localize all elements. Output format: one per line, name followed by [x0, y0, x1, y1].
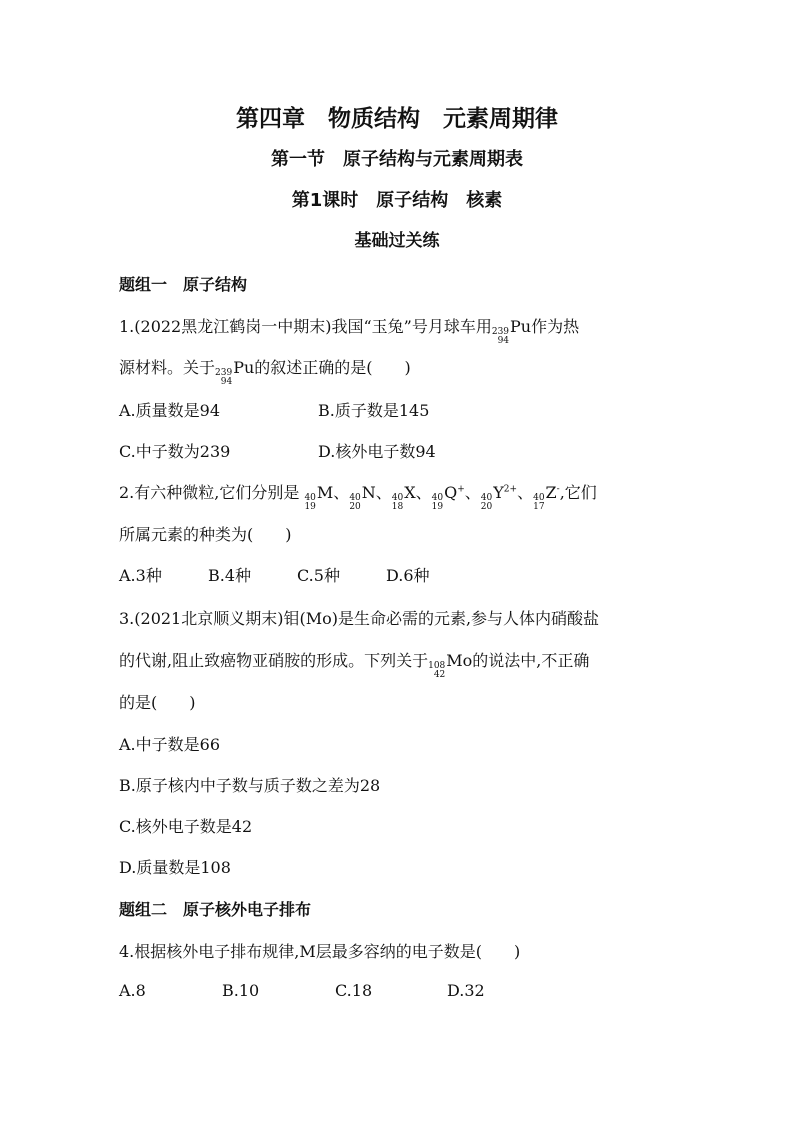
separator: 、 — [333, 483, 350, 502]
atomic-number: 94 — [497, 336, 510, 347]
q1-text: 源材料。关于 — [119, 358, 216, 377]
q2-option-b: B.4种 — [208, 566, 252, 585]
lesson-title: 第1课时 原子结构 核素 — [291, 190, 503, 211]
element-symbol: M — [316, 483, 334, 502]
q2-line-2: 所属元素的种类为( ) — [119, 525, 292, 544]
ion-charge: 2+ — [503, 484, 518, 495]
ion-charge: + — [457, 484, 465, 495]
q1-text: 作为热 — [531, 317, 580, 336]
element-symbol: Z — [545, 483, 557, 502]
nuclide-mo — [428, 651, 472, 680]
q3-line-2 — [119, 648, 589, 680]
particle — [481, 483, 517, 512]
element-symbol: Pu — [233, 358, 255, 377]
atomic-number: 17 — [533, 502, 545, 513]
atomic-number: 94 — [220, 377, 233, 388]
q1-line-1 — [119, 314, 579, 346]
q4-option-d: D.32 — [447, 981, 485, 1000]
element-symbol: Pu — [510, 317, 532, 336]
mass-number: 108 — [428, 661, 446, 672]
q2-line-1 — [119, 480, 597, 512]
q3-option-b: B.原子核内中子数与质子数之差为28 — [119, 776, 381, 795]
particle — [392, 483, 416, 512]
q3-option-c: C.核外电子数是42 — [119, 817, 253, 836]
particle — [304, 483, 333, 512]
atomic-number: 19 — [304, 502, 316, 513]
chapter-title: 第四章 物质结构 元素周期律 — [236, 106, 558, 132]
q3-option-d: D.质量数是108 — [119, 858, 231, 877]
separator: 、 — [375, 483, 392, 502]
separator: 、 — [517, 483, 534, 502]
q3-text: 的说法中,不正确 — [472, 651, 590, 670]
atomic-number: 20 — [349, 502, 361, 513]
separator: 、 — [415, 483, 432, 502]
mass-number: 40 — [391, 493, 404, 504]
q3-line-3: 的是( ) — [119, 693, 196, 712]
ion-charge: - — [556, 484, 560, 495]
group-heading-2: 题组二 原子核外电子排布 — [119, 900, 312, 919]
element-symbol: N — [361, 483, 376, 502]
q3-line-1: 3.(2021北京顺义期末)钼(Mo)是生命必需的元素,参与人体内硝酸盐 — [119, 609, 600, 628]
q1-option-a: A.质量数是94 — [119, 401, 221, 420]
q2-particles — [304, 483, 560, 513]
mass-number: 40 — [533, 493, 545, 504]
mass-number: 40 — [431, 493, 444, 504]
q2-text: ,它们 — [559, 483, 597, 502]
mass-number: 239 — [491, 327, 510, 338]
q2-option-d: D.6种 — [386, 566, 430, 585]
atomic-number: 42 — [433, 670, 446, 681]
nuclide-pu — [492, 317, 531, 346]
group-heading-1: 题组一 原子结构 — [119, 275, 248, 294]
q4-option-a: A.8 — [119, 981, 146, 1000]
q1-line-2 — [119, 355, 411, 387]
q1-option-c: C.中子数为239 — [119, 442, 231, 461]
q3-option-a: A.中子数是66 — [119, 735, 221, 754]
q1-option-b: B.质子数是145 — [318, 401, 430, 420]
q2-option-a: A.3种 — [119, 566, 162, 585]
q1-text: 1.(2022黑龙江鹤岗一中期末)我国“玉兔”号月球车用 — [119, 317, 492, 336]
mass-number: 40 — [480, 493, 493, 504]
q2-text: 2.有六种微粒,它们分别是 — [119, 483, 300, 502]
atomic-number: 19 — [431, 502, 444, 513]
particle — [533, 483, 560, 512]
atomic-number: 20 — [480, 502, 493, 513]
q3-text: 的代谢,阻止致癌物亚硝胺的形成。下列关于 — [119, 651, 429, 670]
element-symbol: Q — [444, 483, 458, 502]
mass-number: 40 — [304, 493, 316, 504]
q4-line-1: 4.根据核外电子排布规律,M层最多容纳的电子数是( ) — [119, 942, 521, 961]
section-title: 第一节 原子结构与元素周期表 — [271, 149, 523, 170]
element-symbol: Mo — [446, 651, 473, 670]
particle — [349, 483, 375, 512]
mass-number: 239 — [215, 368, 233, 379]
q1-text: 的叙述正确的是( ) — [254, 358, 411, 377]
nuclide-pu — [215, 358, 254, 387]
q2-option-c: C.5种 — [297, 566, 340, 585]
element-symbol: X — [404, 483, 416, 502]
practice-title: 基础过关练 — [354, 231, 440, 251]
atomic-number: 18 — [391, 502, 404, 513]
mass-number: 40 — [349, 493, 361, 504]
q4-option-b: B.10 — [222, 981, 260, 1000]
separator: 、 — [464, 483, 481, 502]
q1-option-d: D.核外电子数94 — [318, 442, 436, 461]
element-symbol: Y — [493, 483, 504, 502]
particle — [432, 483, 465, 512]
q4-option-c: C.18 — [335, 981, 373, 1000]
